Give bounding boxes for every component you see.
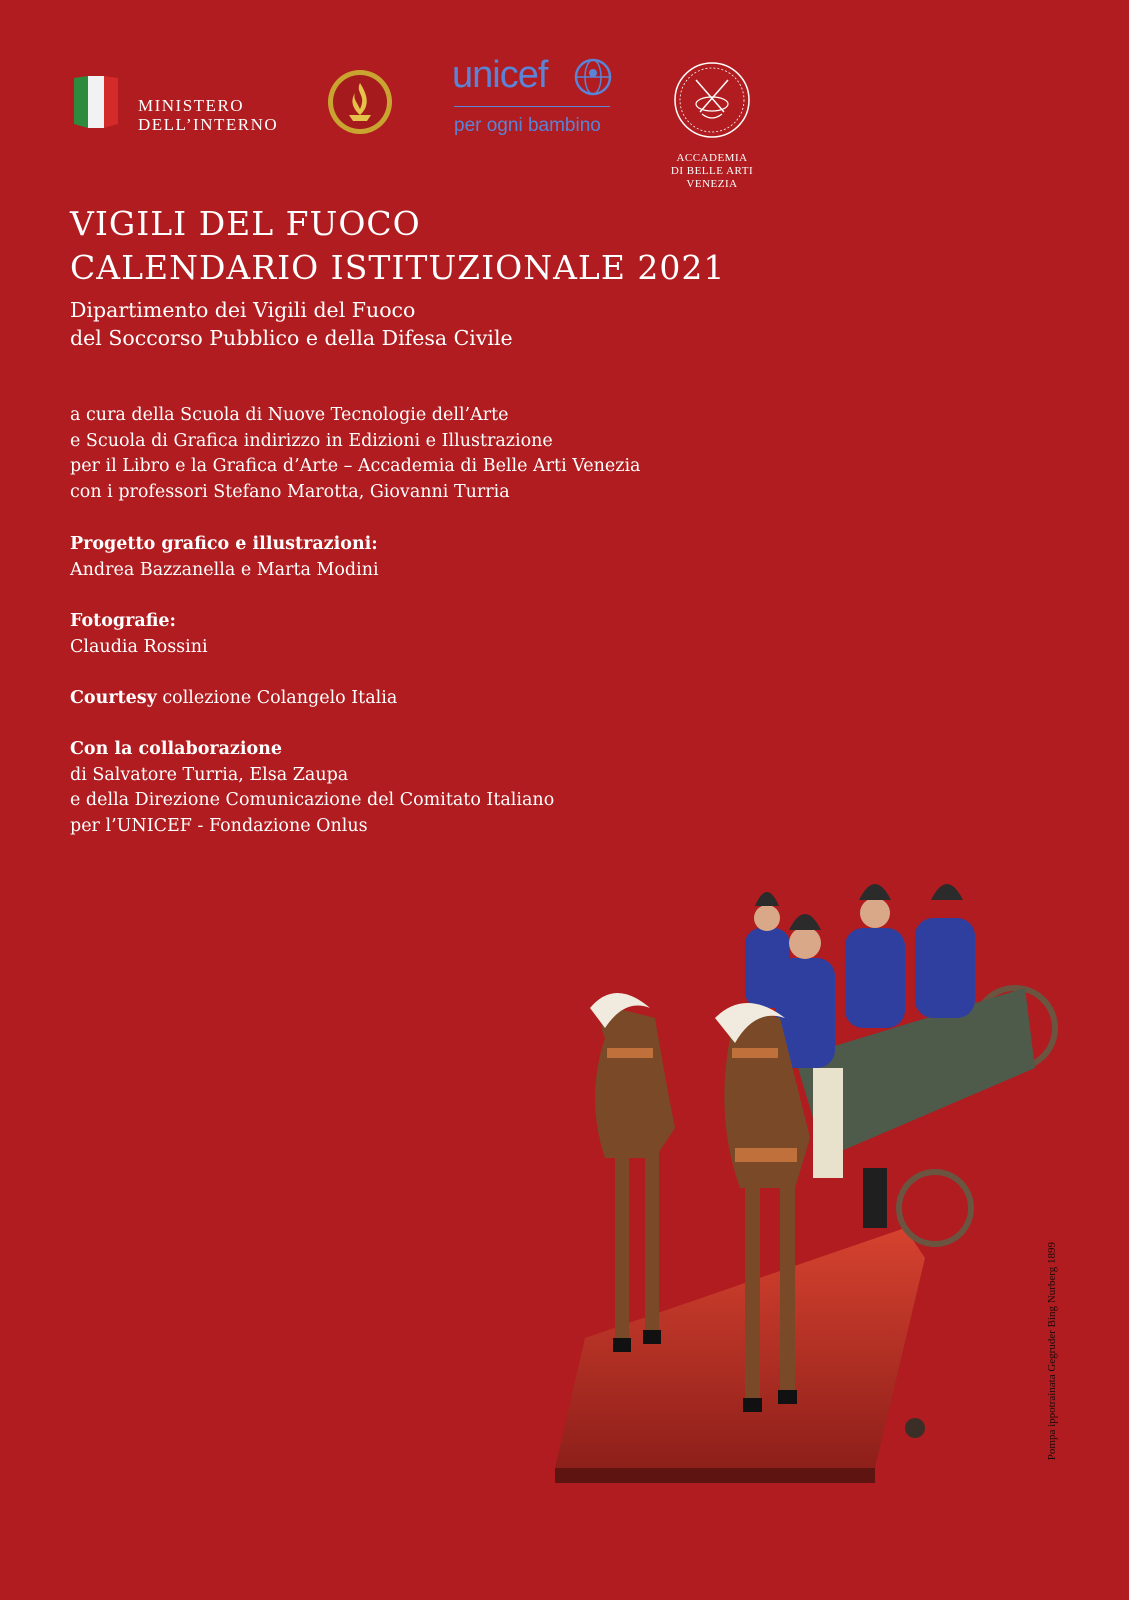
accademia-seal-icon — [672, 60, 752, 140]
unicef-divider — [454, 106, 610, 107]
curated-by-paragraph: a cura della Scuola di Nuove Tecnologie dell’Arte e Scuola di Grafica indirizzo in Edizioni e Illustrazione per il Libro e la Grafica d’Arte – Accademia di Belle Arti Venezia con i professori Stefano Marotta, Giovanni Turria — [70, 405, 641, 502]
accademia-logo-text: ACCADEMIA DI BELLE ARTI VENEZIA — [670, 152, 754, 190]
logo-bar — [0, 0, 1129, 210]
italian-emblem-icon — [70, 72, 122, 130]
vigili-del-fuoco-badge-icon — [327, 69, 393, 135]
page-title: VIGILI DEL FUOCO CALENDARIO ISTITUZIONALE 2021 — [70, 204, 726, 287]
page-subtitle: Dipartimento dei Vigili del Fuoco del Soccorso Pubblico e della Difesa Civile — [70, 298, 513, 350]
unicef-wordmark: unicef — [452, 54, 548, 96]
unicef-tagline: per ogni bambino — [454, 115, 601, 136]
design-credit: Progetto grafico e illustrazioni: Andrea Bazzanella e Marta Modini — [70, 534, 379, 580]
photo-credit: Fotografie: Claudia Rossini — [70, 611, 208, 657]
horse-drawn-fire-pump-photo — [545, 868, 1065, 1496]
courtesy-credit: Courtesy collezione Colangelo Italia — [70, 688, 398, 708]
collaboration-credit: Con la collaborazione di Salvatore Turria, Elsa Zaupa e della Direzione Comunicazione del Comitato Italiano per l’UNICEF - Fondazione Onlus — [70, 739, 555, 836]
unicef-globe-icon — [574, 58, 612, 96]
photo-caption: Pompa ippotrainata Gegruder Bing Nurberg 1899 — [1046, 1242, 1058, 1461]
ministero-logo-text: MINISTERO DELL’INTERNO — [138, 96, 279, 134]
